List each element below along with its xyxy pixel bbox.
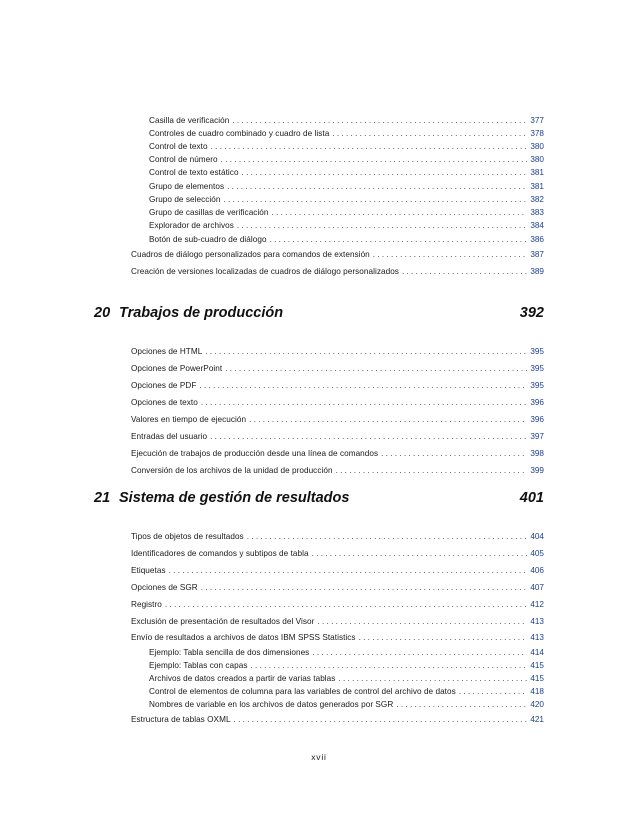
toc-entry-title: Control de elementos de columna para las variables de control del archivo de datos: [149, 687, 456, 696]
toc-entry-title: Exclusión de presentación de resultados del Visor: [131, 617, 315, 626]
toc-entry-page[interactable]: 378: [530, 129, 544, 138]
toc-entry-title: Ejemplo: Tablas con capas: [149, 661, 248, 670]
toc-entry-page[interactable]: 421: [530, 715, 544, 724]
dot-leader: [336, 465, 528, 477]
chapter-number: 21: [94, 490, 111, 506]
dot-leader: [373, 249, 528, 261]
toc-entry[interactable]: [131, 448, 544, 460]
toc-entry-title: Casilla de verificación: [149, 116, 230, 125]
toc-entry[interactable]: [149, 660, 544, 672]
toc-entry[interactable]: [149, 141, 544, 153]
toc-entry[interactable]: [131, 346, 544, 358]
dot-leader: [242, 167, 528, 179]
dot-leader: [338, 673, 527, 685]
toc-entry-page[interactable]: 396: [530, 415, 544, 424]
dot-leader: [459, 686, 528, 698]
toc-entry-title: Opciones de HTML: [131, 347, 203, 356]
toc-entry-title: Opciones de PowerPoint: [131, 364, 223, 373]
dot-leader: [225, 363, 527, 375]
toc-entry-title: Archivos de datos creados a partir de varias tablas: [149, 674, 336, 683]
dot-leader: [381, 448, 527, 460]
dot-leader: [210, 431, 527, 443]
dot-leader: [205, 346, 527, 358]
toc-entry[interactable]: [149, 207, 544, 219]
toc-entry-title: Creación de versiones localizadas de cuadros de diálogo personalizados: [131, 267, 399, 276]
chapter-title: Sistema de gestión de resultados: [119, 490, 350, 506]
toc-entry[interactable]: [131, 565, 544, 577]
toc-entry[interactable]: [149, 673, 544, 685]
toc-entry-title: Etiquetas: [131, 566, 166, 575]
page-number-footer: xvii: [311, 752, 327, 762]
toc-entry-page[interactable]: 412: [530, 600, 544, 609]
toc-entry[interactable]: [131, 363, 544, 375]
toc-entry-title: Cuadros de diálogo personalizados para comandos de extensión: [131, 250, 370, 259]
dot-leader: [317, 616, 527, 628]
toc-entry-title: Grupo de elementos: [149, 182, 225, 191]
dot-leader: [332, 128, 527, 140]
toc-entry[interactable]: [149, 220, 544, 232]
toc-entry-title: Control de texto estático: [149, 168, 239, 177]
dot-leader: [359, 632, 528, 644]
chapter-page: 392: [519, 305, 544, 321]
dot-leader: [272, 207, 528, 219]
dot-leader: [211, 141, 528, 153]
toc-entry-page[interactable]: 381: [530, 182, 544, 191]
toc-entry-title: Registro: [131, 600, 162, 609]
toc-entry[interactable]: [131, 397, 544, 409]
toc-entry-page[interactable]: 415: [530, 674, 544, 683]
toc-entry[interactable]: [149, 154, 544, 166]
chapter-number: 20: [94, 305, 111, 321]
dot-leader: [227, 181, 527, 193]
dot-leader: [221, 154, 528, 166]
toc-entry-title: Estructura de tablas OXML: [131, 715, 231, 724]
toc-entry-page[interactable]: 396: [530, 398, 544, 407]
toc-entry-title: Ejemplo: Tabla sencilla de dos dimensiones: [149, 648, 310, 657]
toc-entry[interactable]: [131, 465, 544, 477]
dot-leader: [234, 714, 528, 726]
toc-entry[interactable]: [131, 431, 544, 443]
toc-entry-page[interactable]: 395: [530, 364, 544, 373]
toc-entry[interactable]: [149, 181, 544, 193]
toc-entry-page[interactable]: 395: [530, 381, 544, 390]
toc-entry[interactable]: [131, 714, 544, 726]
toc-entry[interactable]: [131, 582, 544, 594]
toc-entry-page[interactable]: 382: [530, 195, 544, 204]
toc-entry-title: Controles de cuadro combinado y cuadro de lista: [149, 129, 330, 138]
toc-entry-page[interactable]: 420: [530, 700, 544, 709]
toc-entry-title: Opciones de SGR: [131, 583, 198, 592]
toc-entry-title: Entradas del usuario: [131, 432, 208, 441]
toc-entry-title: Grupo de selección: [149, 195, 221, 204]
toc-entry-page[interactable]: 405: [530, 549, 544, 558]
toc-entry-title: Conversión de los archivos de la unidad de producción: [131, 466, 333, 475]
toc-entry-title: Opciones de texto: [131, 398, 198, 407]
toc-entry[interactable]: [131, 616, 544, 628]
toc-entry[interactable]: [149, 115, 544, 127]
toc-entry[interactable]: [149, 647, 544, 659]
toc-entry-page[interactable]: 404: [530, 532, 544, 541]
toc-entry-page[interactable]: 399: [530, 466, 544, 475]
toc-entry-title: Grupo de casillas de verificación: [149, 208, 269, 217]
toc-entry[interactable]: [149, 686, 544, 698]
toc-entry-page[interactable]: 398: [530, 449, 544, 458]
toc-entry-title: Opciones de PDF: [131, 381, 197, 390]
toc-entry-page[interactable]: 413: [530, 633, 544, 642]
dot-leader: [270, 234, 528, 246]
toc-entry-title: Control de número: [149, 155, 218, 164]
toc-entry-page[interactable]: 406: [530, 566, 544, 575]
toc-entry-title: Envío de resultados a archivos de datos IBM SPSS Statistics: [131, 633, 356, 642]
chapter-page: 401: [519, 490, 544, 506]
toc-entry-page[interactable]: 384: [530, 221, 544, 230]
dot-leader: [201, 582, 528, 594]
toc-entry[interactable]: [131, 632, 544, 644]
toc-entry[interactable]: [131, 249, 544, 261]
toc-entry-title: Ejecución de trabajos de producción desde una línea de comandos: [131, 449, 379, 458]
toc-entry-page[interactable]: 397: [530, 432, 544, 441]
toc-entry-page[interactable]: 380: [530, 142, 544, 151]
dot-leader: [223, 194, 527, 206]
dot-leader: [249, 414, 527, 426]
toc-entry-page[interactable]: 380: [530, 155, 544, 164]
toc-entry-title: Control de texto: [149, 142, 208, 151]
dot-leader: [402, 266, 527, 278]
toc-entry-page[interactable]: 381: [530, 168, 544, 177]
toc-entry-title: Tipos de objetos de resultados: [131, 532, 244, 541]
dot-leader: [199, 380, 527, 392]
toc-entry[interactable]: [131, 414, 544, 426]
dot-leader: [165, 599, 527, 611]
toc-entry-page[interactable]: 413: [530, 617, 544, 626]
toc-entry-title: Botón de sub-cuadro de diálogo: [149, 235, 267, 244]
toc-entry-page[interactable]: 418: [530, 687, 544, 696]
toc-entry[interactable]: [131, 548, 544, 560]
chapter-title: Trabajos de producción: [119, 305, 284, 321]
toc-entry[interactable]: [149, 128, 544, 140]
toc-entry-page[interactable]: 415: [530, 661, 544, 670]
dot-leader: [251, 660, 528, 672]
toc-entry-page[interactable]: 389: [530, 267, 544, 276]
toc-entry-page[interactable]: 386: [530, 235, 544, 244]
toc-entry-title: Explorador de archivos: [149, 221, 234, 230]
chapter-heading-20[interactable]: [94, 305, 544, 321]
dot-leader: [237, 220, 527, 232]
toc-entry[interactable]: [131, 599, 544, 611]
toc-entry-page[interactable]: 395: [530, 347, 544, 356]
toc-entry-page[interactable]: 377: [530, 116, 544, 125]
toc-entry-page[interactable]: 414: [530, 648, 544, 657]
toc-entry-title: Valores en tiempo de ejecución: [131, 415, 247, 424]
dot-leader: [312, 647, 527, 659]
dot-leader: [201, 397, 527, 409]
toc-entry[interactable]: [131, 380, 544, 392]
dot-leader: [247, 531, 528, 543]
toc-entry[interactable]: [149, 699, 544, 711]
toc-entry[interactable]: [149, 234, 544, 246]
toc-entry[interactable]: [149, 167, 544, 179]
chapter-heading-21[interactable]: [94, 490, 544, 506]
toc-entry-title: Nombres de variable en los archivos de datos generados por SGR: [149, 700, 394, 709]
toc-entry[interactable]: [149, 194, 544, 206]
toc-entry[interactable]: [131, 266, 544, 278]
dot-leader: [396, 699, 527, 711]
toc-entry-page[interactable]: 387: [530, 250, 544, 259]
dot-leader: [169, 565, 528, 577]
dot-leader: [312, 548, 528, 560]
toc-entry-title: Identificadores de comandos y subtipos de tabla: [131, 549, 309, 558]
toc-entry[interactable]: [131, 531, 544, 543]
dot-leader: [232, 115, 527, 127]
toc-entry-page[interactable]: 383: [530, 208, 544, 217]
toc-entry-page[interactable]: 407: [530, 583, 544, 592]
